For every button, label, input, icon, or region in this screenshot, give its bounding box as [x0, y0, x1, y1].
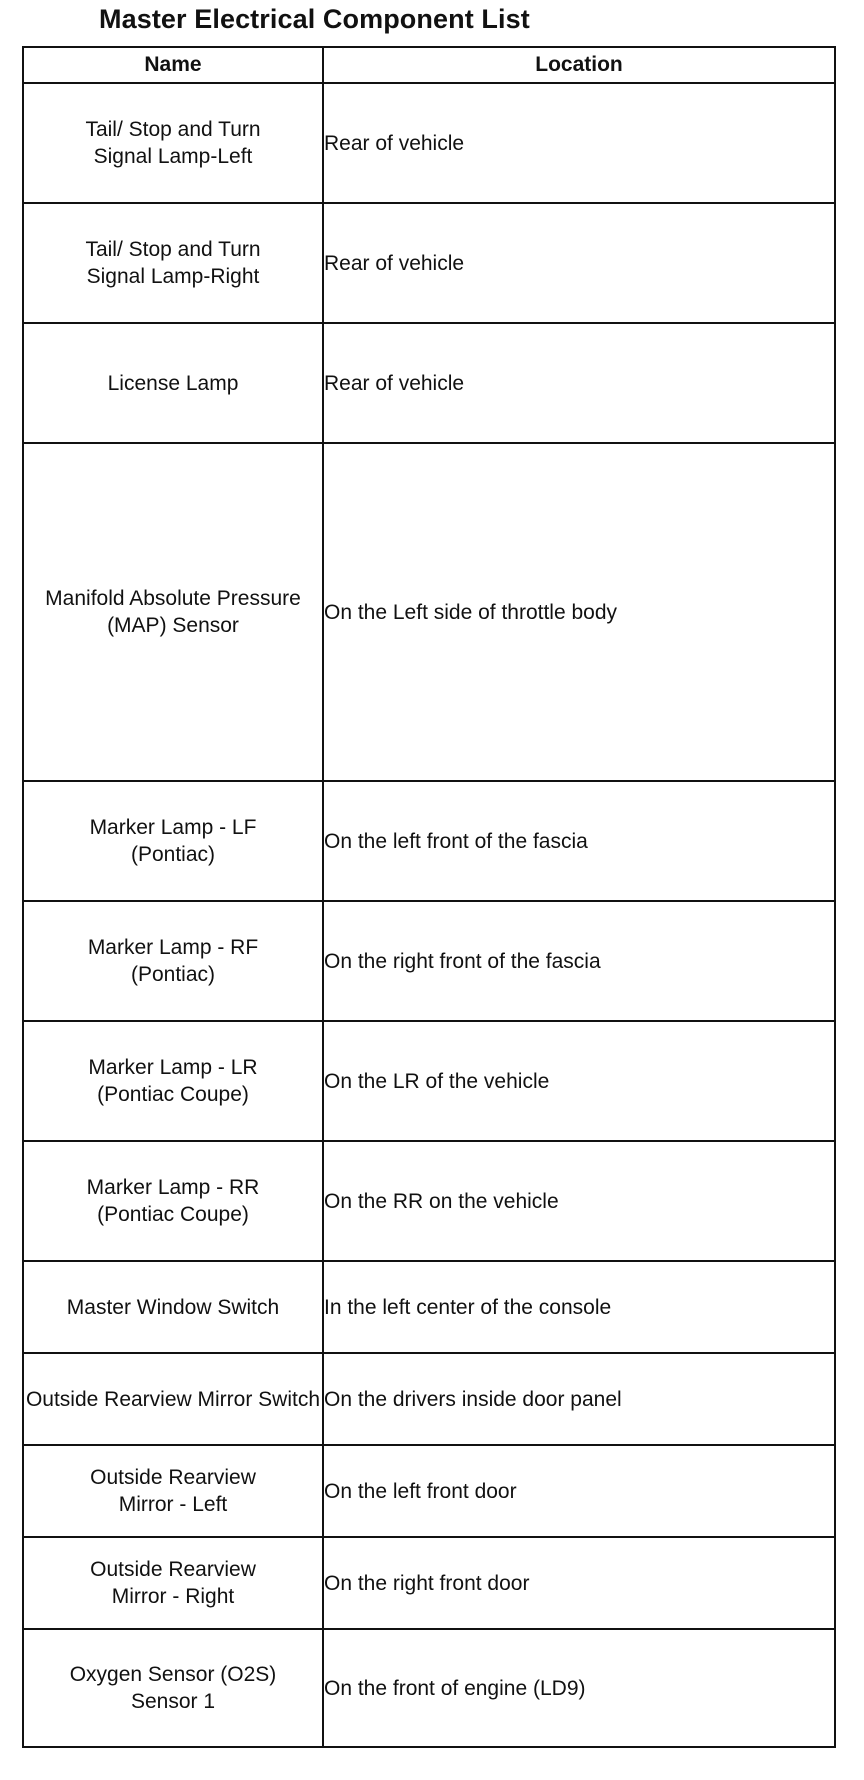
column-header-name: Name — [23, 47, 323, 83]
component-name: Outside Rearview Mirror - Right — [23, 1537, 323, 1629]
header-row — [23, 47, 835, 83]
table-row — [23, 1353, 835, 1445]
component-name: Manifold Absolute Pressure (MAP) Sensor — [23, 443, 323, 781]
component-name: Tail/ Stop and Turn Signal Lamp-Left — [23, 83, 323, 203]
component-name: License Lamp — [23, 323, 323, 443]
table-row — [23, 1261, 835, 1353]
page-title: Master Electrical Component List — [99, 4, 530, 34]
component-name: Tail/ Stop and Turn Signal Lamp-Right — [23, 203, 323, 323]
component-name: Marker Lamp - RF (Pontiac) — [23, 901, 323, 1021]
component-location: In the left center of the console — [323, 1261, 835, 1353]
component-location: On the right front door — [323, 1537, 835, 1629]
table-row — [23, 1537, 835, 1629]
table-row — [23, 323, 835, 443]
component-location: On the left front of the fascia — [323, 781, 835, 901]
component-name: Marker Lamp - LR (Pontiac Coupe) — [23, 1021, 323, 1141]
column-header-location: Location — [323, 47, 835, 83]
component-location: On the drivers inside door panel — [323, 1353, 835, 1445]
table-row — [23, 781, 835, 901]
component-name: Master Window Switch — [23, 1261, 323, 1353]
table-row — [23, 1445, 835, 1537]
table-row — [23, 901, 835, 1021]
table-row — [23, 1629, 835, 1747]
component-name: Outside Rearview Mirror Switch — [23, 1353, 323, 1445]
component-location: On the front of engine (LD9) — [323, 1629, 835, 1747]
table-row — [23, 443, 835, 781]
component-location: On the Left side of throttle body — [323, 443, 835, 781]
component-location: On the right front of the fascia — [323, 901, 835, 1021]
table-row — [23, 1021, 835, 1141]
component-table — [22, 46, 836, 1748]
component-location: Rear of vehicle — [323, 203, 835, 323]
table-row — [23, 83, 835, 203]
component-name: Marker Lamp - LF (Pontiac) — [23, 781, 323, 901]
table-row — [23, 203, 835, 323]
component-location: On the LR of the vehicle — [323, 1021, 835, 1141]
component-name: Marker Lamp - RR (Pontiac Coupe) — [23, 1141, 323, 1261]
component-location: Rear of vehicle — [323, 323, 835, 443]
component-name: Outside Rearview Mirror - Left — [23, 1445, 323, 1537]
component-location: Rear of vehicle — [323, 83, 835, 203]
component-name: Oxygen Sensor (O2S) Sensor 1 — [23, 1629, 323, 1747]
component-location: On the left front door — [323, 1445, 835, 1537]
component-location: On the RR on the vehicle — [323, 1141, 835, 1261]
table-row — [23, 1141, 835, 1261]
